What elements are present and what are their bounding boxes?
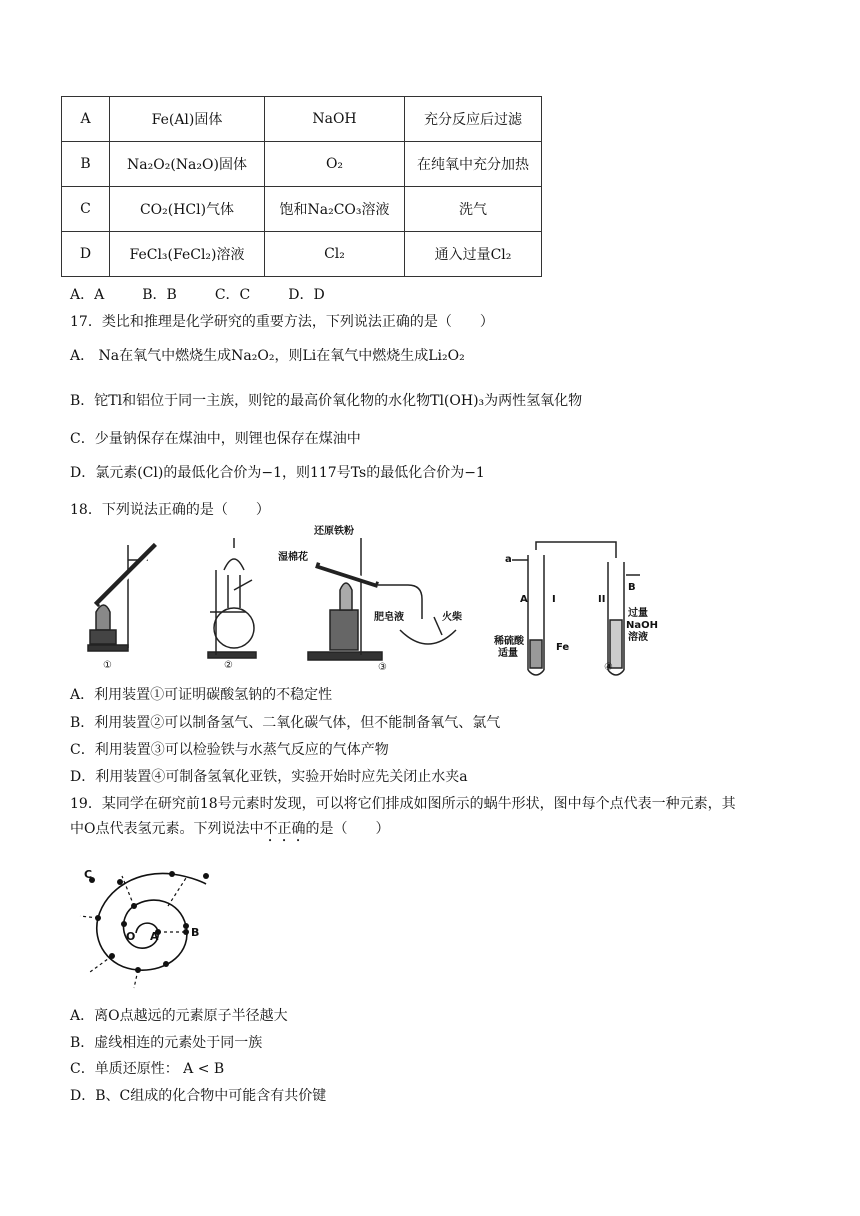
q19-option-b[interactable]: B．虚线相连的元素处于同一族 xyxy=(70,1035,263,1051)
table-cell: NaOH xyxy=(265,97,405,142)
apparatus-1 xyxy=(88,545,160,651)
q16-options xyxy=(70,284,363,304)
table-row xyxy=(62,97,542,142)
apparatus-label-2: ② xyxy=(224,660,233,671)
q18-option-c[interactable]: C．利用装置③可以检验铁与水蒸气反应的气体产物 xyxy=(70,742,389,758)
q19-option-c[interactable]: C．单质还原性： A < B xyxy=(70,1061,225,1077)
table-cell: FeCl₃(FeCl₂)溶液 xyxy=(110,232,265,277)
table-cell: D xyxy=(62,232,110,277)
label-c: C xyxy=(84,868,93,881)
label-iron: 还原铁粉 xyxy=(314,526,354,537)
snail-diagram xyxy=(76,860,226,990)
label-tube-b: B xyxy=(628,582,636,593)
label-acid: 稀硫酸 xyxy=(494,636,524,647)
table-cell: 饱和Na₂CO₃溶液 xyxy=(265,187,405,232)
q19-stem-line1: 19．某同学在研究前18号元素时发现，可以将它们排成如图所示的蜗牛形状，图中每个点代表一种元素，其 xyxy=(70,796,736,812)
apparatus-4 xyxy=(512,542,640,675)
q18-stem: 18．下列说法正确的是（ ） xyxy=(70,502,270,518)
table-cell: Fe(Al)固体 xyxy=(110,97,265,142)
table-row xyxy=(62,142,542,187)
table-cell: 在纯氧中充分加热 xyxy=(405,142,542,187)
label-b: B xyxy=(191,926,200,939)
q17-option-a[interactable]: A． Na在氧气中燃烧生成Na₂O₂，则Li在氧气中燃烧生成Li₂O₂ xyxy=(70,348,465,364)
q18-option-b[interactable]: B．利用装置②可以制备氢气、二氧化碳气体，但不能制备氧气、氯气 xyxy=(70,715,501,731)
apparatus-2 xyxy=(208,538,256,658)
apparatus-label-3: ③ xyxy=(378,662,387,673)
table-cell: CO₂(HCl)气体 xyxy=(110,187,265,232)
label-excess: 过量 xyxy=(628,608,648,619)
q19-stem-end: 的是（ ） xyxy=(305,821,390,837)
table-cell: A xyxy=(62,97,110,142)
table-cell: O₂ xyxy=(265,142,405,187)
reagent-table xyxy=(61,96,542,277)
q19-stem-line2 xyxy=(70,818,389,845)
table-cell: 充分反应后过滤 xyxy=(405,97,542,142)
q17-stem: 17．类比和推理是化学研究的重要方法，下列说法正确的是（ ） xyxy=(70,314,494,330)
label-naoh: NaOH xyxy=(626,620,658,631)
q17-option-c[interactable]: C．少量钠保存在煤油中，则锂也保存在煤油中 xyxy=(70,431,361,447)
table-cell: C xyxy=(62,187,110,232)
apparatus-label-4: ④ xyxy=(604,662,613,673)
q19-option-a[interactable]: A．离O点越远的元素原子半径越大 xyxy=(70,1008,288,1024)
label-tube-a: A xyxy=(520,594,528,605)
apparatus-label-1: ① xyxy=(103,660,112,671)
table-row xyxy=(62,187,542,232)
option-c[interactable]: C．C xyxy=(214,287,251,303)
label-o: O xyxy=(126,930,136,943)
label-solution: 溶液 xyxy=(628,632,648,643)
q18-option-d[interactable]: D．利用装置④可制备氢氧化亚铁，实验开始时应先关闭止水夹a xyxy=(70,769,468,785)
label-tube-i: I xyxy=(552,594,556,605)
label-soap: 肥皂液 xyxy=(374,612,404,623)
apparatus-3 xyxy=(308,538,456,660)
option-a[interactable]: A．A xyxy=(70,287,105,303)
table-row xyxy=(62,232,542,277)
option-d[interactable]: D．D xyxy=(288,287,325,303)
table-cell: Cl₂ xyxy=(265,232,405,277)
point-b xyxy=(183,929,189,935)
apparatus-figure xyxy=(78,520,658,680)
q17-option-b[interactable]: B．铊Tl和铝位于同一主族，则铊的最高价氧化物的水化物Tl(OH)₃为两性氢氧化物 xyxy=(70,393,583,409)
label-fe: Fe xyxy=(556,642,570,653)
label-tube-ii: II xyxy=(598,594,606,605)
label-cotton: 湿棉花 xyxy=(278,552,308,563)
q19-emphasis: 不正确 xyxy=(263,821,306,837)
option-b[interactable]: B．B xyxy=(142,287,177,303)
q19-option-d[interactable]: D．B、C组成的化合物中可能含有共价键 xyxy=(70,1088,327,1104)
label-clamp-a: a xyxy=(505,554,512,565)
label-match: 火柴 xyxy=(442,612,462,623)
table-cell: B xyxy=(62,142,110,187)
q17-option-d[interactable]: D．氯元素(Cl)的最低化合价为−1，则117号Ts的最低化合价为−1 xyxy=(70,465,485,481)
table-cell: 洗气 xyxy=(405,187,542,232)
table-cell: 通入过量Cl₂ xyxy=(405,232,542,277)
label-acid-amount: 适量 xyxy=(498,648,518,659)
label-a: A xyxy=(150,930,159,943)
table-cell: Na₂O₂(Na₂O)固体 xyxy=(110,142,265,187)
q19-stem-part: 中O点代表氢元素。下列说法中 xyxy=(70,821,264,837)
q18-option-a[interactable]: A．利用装置①可证明碳酸氢钠的不稳定性 xyxy=(70,687,333,703)
